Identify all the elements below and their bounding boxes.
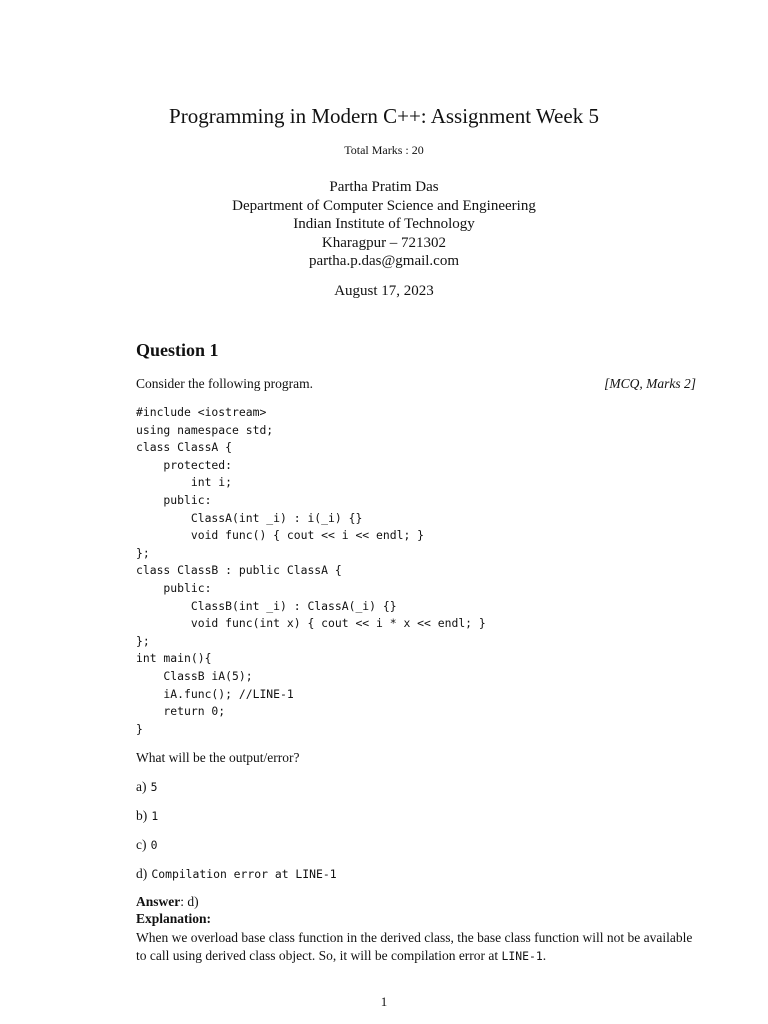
author-email: partha.p.das@gmail.com — [308, 253, 460, 269]
question-intro: Consider the following program. — [136, 376, 313, 391]
question-meta: [MCQ, Marks 2] — [604, 376, 696, 391]
explanation-part2: . — [542, 948, 547, 963]
option-text: 1 — [151, 809, 159, 823]
code-line: ClassB iA(5); — [136, 668, 253, 683]
document-date: August 17, 2023 — [334, 283, 434, 299]
code-block — [136, 404, 486, 738]
code-line: }; — [136, 545, 150, 560]
code-line: #include <iostream> — [136, 405, 267, 419]
code-line: }; — [136, 633, 150, 648]
explanation-text — [136, 929, 702, 965]
author-institute: Indian Institute of Technology — [293, 216, 475, 232]
author-department: Department of Computer Science and Engineering — [232, 197, 536, 214]
page-number: 1 — [380, 994, 388, 1009]
question-heading: Question 1 — [136, 340, 219, 360]
option-letter: d) — [136, 866, 148, 881]
option-c — [136, 837, 158, 853]
option-letter: b) — [136, 808, 148, 823]
explanation-label: Explanation: — [136, 911, 212, 926]
code-line: return 0; — [136, 704, 226, 719]
explanation-part1: When we overload base class function in the derived class, the base class function will not be available to call using derived class object. So, it will be compilation error at — [136, 930, 693, 963]
author-name: Partha Pratim Das — [329, 179, 439, 195]
code-line: int main(){ — [136, 651, 212, 666]
code-line: void func(int x) { cout << i * x << endl; } — [136, 616, 486, 631]
code-line: public: — [136, 580, 212, 595]
question-prompt: What will be the output/error? — [136, 750, 300, 765]
code-line: class ClassB : public ClassA { — [136, 563, 342, 578]
answer-line — [136, 894, 199, 910]
code-line: ClassA(int _i) : i(_i) {} — [136, 510, 363, 525]
document-title: Programming in Modern C++: Assignment Week 5 — [169, 104, 599, 128]
answer-label: Answer — [136, 894, 181, 909]
explanation-code: LINE-1 — [501, 949, 543, 963]
total-marks: Total Marks : 20 — [344, 143, 424, 157]
option-a — [136, 779, 158, 795]
code-line: public: — [136, 492, 212, 507]
author-city: Kharagpur – 721302 — [321, 234, 447, 251]
code-line: protected: — [136, 457, 233, 472]
code-line: } — [136, 721, 143, 736]
code-line: class ClassA { — [136, 440, 233, 455]
option-b — [136, 808, 158, 824]
option-text: Compilation error at LINE-1 — [151, 867, 337, 881]
author-block — [0, 178, 768, 271]
option-letter: a) — [136, 779, 147, 794]
option-text: 0 — [150, 838, 158, 852]
option-text: 5 — [150, 780, 158, 794]
answer-value: : d) — [180, 894, 199, 909]
code-line: ClassB(int _i) : ClassA(_i) {} — [136, 598, 397, 613]
option-d — [136, 866, 337, 882]
code-line: void func() { cout << i << endl; } — [136, 528, 425, 543]
code-line: using namespace std; — [136, 422, 274, 437]
option-letter: c) — [136, 837, 147, 852]
code-line: iA.func(); //LINE-1 — [136, 686, 294, 701]
code-line: int i; — [136, 475, 233, 490]
